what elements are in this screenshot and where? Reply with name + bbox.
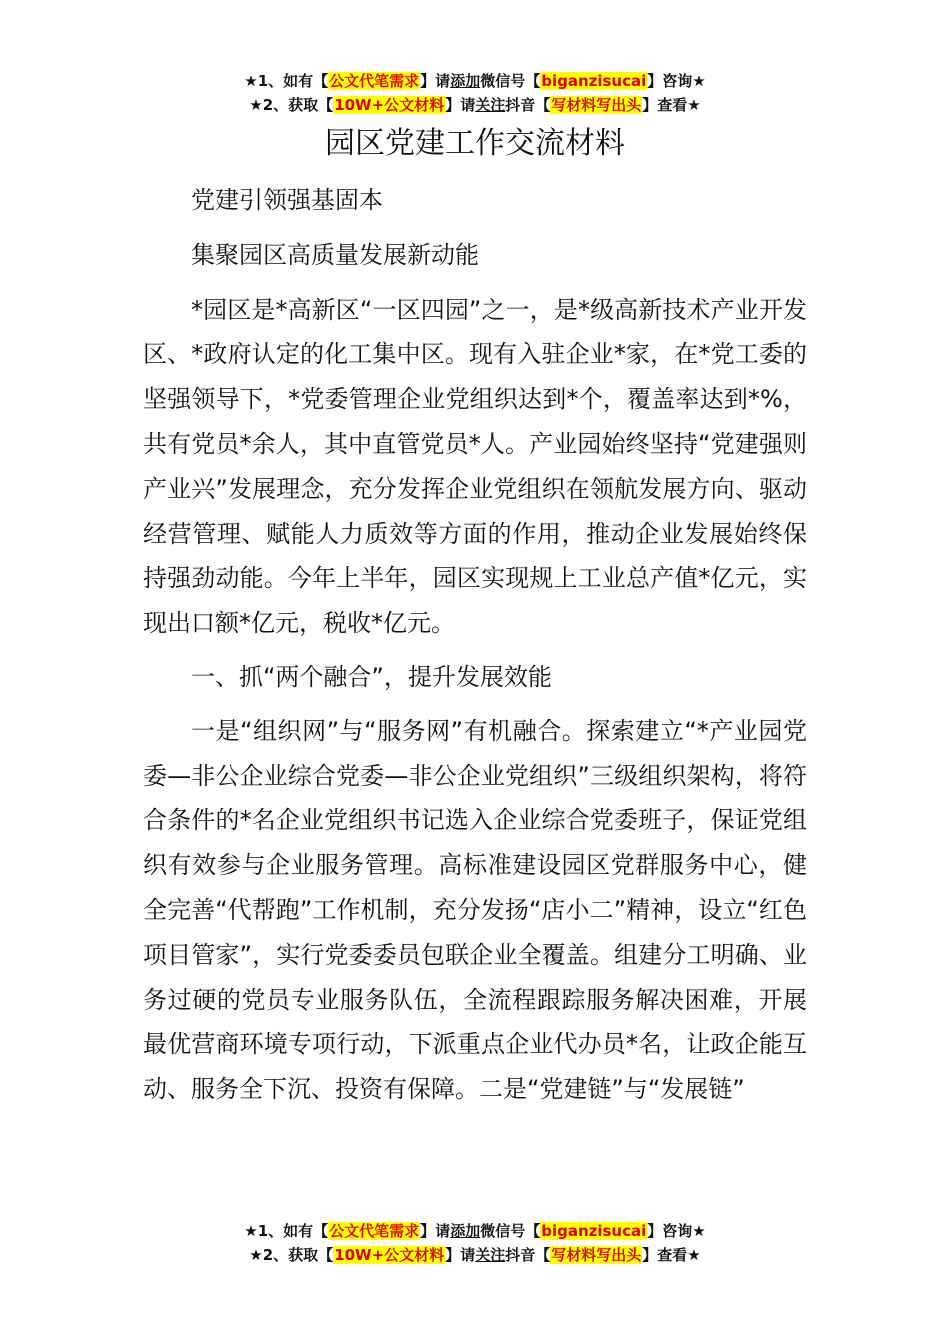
banner-text: ★1、如有【	[244, 1222, 329, 1240]
banner-highlight: 写材料写出头	[551, 96, 642, 114]
banner-highlight: 写材料写出头	[551, 1246, 642, 1264]
banner-text: 抖音【	[505, 96, 551, 114]
paragraph-section-1: 一是“组织网”与“服务网”有机融合。探索建立“*产业园党委—非公企业综合党委—非公企业党组织”三级组织架构，将符合条件的*名企业党组织书记选入企业综合党委班子，保证党组织有效参与企业服务管理。高标准建设园区党群服务中心，健全完善“代帮跑”工作机制，充分发扬“店小二”精神，设立“红色项目管家”，实行党委委员包联企业全覆盖。组建分工明确、业务过硬的党员专业服务队伍，全流程跟踪服务解决困难，开展最优营商环境专项行动，下派重点企业代办员*名，让政企能互动、服务全下沉、投资有保障。二是“党建链”与“发展链”	[143, 716, 807, 1104]
banner-highlight: 10W+公文材料	[334, 96, 445, 114]
paragraph-intro: *园区是*高新区“一区四园”之一，是*级高新技术产业开发区、*政府认定的化工集中区。现有入驻企业*家，在*党工委的坚强领导下，*党委管理企业党组织达到*个，覆盖率达到*%，共有党员*余人，其中直管党员*人。产业园始终坚持“党建强则产业兴”发展理念，充分发挥企业党组织在领航发展方向、驱动经营管理、赋能人力质效等方面的作用，推动企业发展始终保持强劲动能。今年上半年，园区实现规上工业总产值*亿元，实现出口额*亿元，税收*亿元。	[143, 295, 807, 638]
banner-line-1	[0, 69, 950, 93]
banner-text: 微信号【	[480, 72, 541, 90]
document-title: 园区党建工作交流材料	[325, 126, 625, 161]
section-heading-1: 一、抓“两个融合”，提升发展效能	[191, 662, 552, 691]
banner-text: 】咨询★	[647, 1222, 706, 1240]
banner-text: 微信号【	[480, 1222, 541, 1240]
banner-underline: 添加	[450, 72, 481, 90]
banner-text: ★2、获取【	[249, 1246, 334, 1264]
banner-highlight: 公文代笔需求	[329, 72, 420, 90]
banner-underline: 关注	[475, 96, 506, 114]
banner-line-2	[0, 1243, 950, 1267]
document-body	[143, 178, 807, 1112]
banner-highlight: 公文代笔需求	[329, 1222, 420, 1240]
banner-text: 】请	[445, 1246, 476, 1264]
banner-text: 抖音【	[505, 1246, 551, 1264]
banner-underline: 关注	[475, 1246, 506, 1264]
banner-text: 】请	[445, 96, 476, 114]
subtitle-2: 集聚园区高质量发展新动能	[191, 240, 479, 269]
banner-text: ★2、获取【	[249, 96, 334, 114]
banner-text: 】请	[420, 72, 451, 90]
banner-text: 】请	[420, 1222, 451, 1240]
banner-text: 】查看★	[642, 1246, 701, 1264]
banner-text: 】咨询★	[647, 72, 706, 90]
banner-line-1	[0, 1219, 950, 1243]
banner-highlight: 10W+公文材料	[334, 1246, 445, 1264]
banner-text: ★1、如有【	[244, 72, 329, 90]
banner-highlight: biganzisucai	[541, 72, 647, 90]
bottom-banner	[0, 1219, 950, 1267]
banner-highlight: biganzisucai	[541, 1222, 647, 1240]
subtitle-1: 党建引领强基固本	[191, 186, 383, 214]
banner-underline: 添加	[450, 1222, 481, 1240]
top-banner	[0, 69, 950, 117]
banner-line-2	[0, 93, 950, 117]
banner-text: 】查看★	[642, 96, 701, 114]
